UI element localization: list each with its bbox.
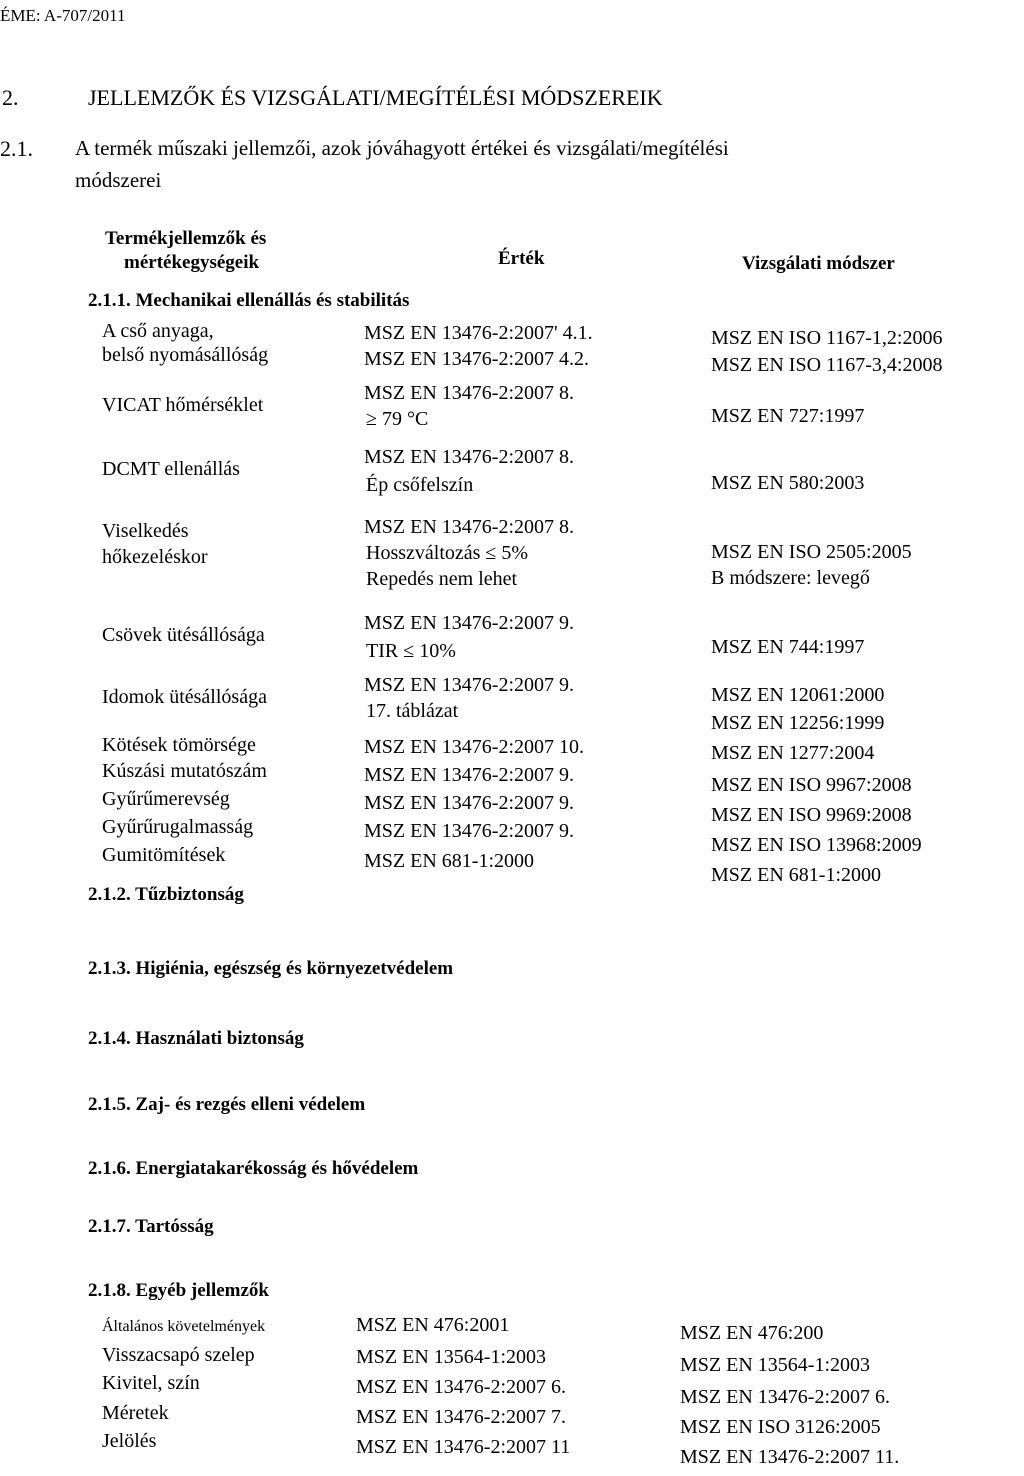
row-value-detail: TIR ≤ 10% bbox=[366, 640, 456, 662]
row-label: Gumitömítések bbox=[102, 844, 226, 866]
column-header-property: Termékjellemzők és bbox=[105, 228, 267, 249]
subsection-mechanical: 2.1.1. Mechanikai ellenállás és stabilitás bbox=[88, 290, 410, 311]
row-label: Kivitel, szín bbox=[102, 1372, 200, 1394]
row-label: Csövek ütésállósága bbox=[102, 624, 265, 646]
row-method: MSZ EN ISO 13968:2009 bbox=[711, 834, 922, 856]
row-method: MSZ EN 12061:2000 bbox=[711, 684, 885, 706]
row-value: MSZ EN 13476-2:2007 8. bbox=[364, 516, 574, 538]
row-value: MSZ EN 13476-2:2007 11 bbox=[356, 1436, 571, 1458]
row-method: MSZ EN 13476-2:2007 6. bbox=[680, 1386, 890, 1408]
row-label: VICAT hőmérséklet bbox=[102, 394, 264, 416]
row-value: MSZ EN 13476-2:2007 7. bbox=[356, 1406, 566, 1428]
subsection-title-line1: A termék műszaki jellemzői, azok jóváhagyott értékei és vizsgálati/megítélési bbox=[75, 136, 729, 160]
row-method-line2: B módszere: levegő bbox=[711, 567, 870, 589]
row-value: MSZ EN 476:2001 bbox=[356, 1314, 510, 1336]
row-value: MSZ EN 13564-1:2003 bbox=[356, 1346, 546, 1368]
row-label: DCMT ellenállás bbox=[102, 458, 240, 480]
row-method: MSZ EN 744:1997 bbox=[711, 636, 865, 658]
row-label: A cső anyaga, bbox=[102, 320, 214, 342]
row-method: MSZ EN ISO 2505:2005 bbox=[711, 541, 912, 563]
row-value: MSZ EN 13476-2:2007' 4.1. bbox=[364, 322, 593, 344]
row-value: MSZ EN 681-1:2000 bbox=[364, 850, 534, 872]
row-method: MSZ EN 13476-2:2007 11. bbox=[680, 1446, 900, 1468]
row-value-detail: Repedés nem lehet bbox=[366, 568, 518, 590]
subsection-usage-safety: 2.1.4. Használati biztonság bbox=[88, 1028, 304, 1049]
row-method: MSZ EN ISO 3126:2005 bbox=[680, 1416, 881, 1438]
subsection-noise: 2.1.5. Zaj- és rezgés elleni védelem bbox=[88, 1094, 366, 1115]
row-value: MSZ EN 13476-2:2007 9. bbox=[364, 820, 574, 842]
row-method: MSZ EN ISO 1167-3,4:2008 bbox=[711, 354, 943, 376]
row-method: MSZ EN ISO 9969:2008 bbox=[711, 804, 912, 826]
row-value: MSZ EN 13476-2:2007 4.2. bbox=[364, 348, 589, 370]
row-value-detail: 17. táblázat bbox=[366, 700, 459, 722]
row-label: Gyűrűrugalmasság bbox=[102, 816, 254, 838]
row-label: Viselkedés bbox=[102, 520, 189, 542]
subsection-energy: 2.1.6. Energiatakarékosság és hővédelem bbox=[88, 1158, 419, 1179]
column-header-method: Vizsgálati módszer bbox=[742, 253, 895, 274]
row-label: Gyűrűmerevség bbox=[102, 788, 230, 810]
row-method: MSZ EN 681-1:2000 bbox=[711, 864, 881, 886]
row-method: MSZ EN ISO 1167-1,2:2006 bbox=[711, 327, 943, 349]
row-label: Visszacsapó szelep bbox=[102, 1344, 255, 1366]
subsection-number: 2.1. bbox=[0, 136, 33, 161]
row-method-line2: MSZ EN 12256:1999 bbox=[711, 712, 885, 734]
row-value: MSZ EN 13476-2:2007 6. bbox=[356, 1376, 566, 1398]
row-value: MSZ EN 13476-2:2007 10. bbox=[364, 736, 584, 758]
row-value-detail: ≥ 79 °C bbox=[366, 408, 429, 430]
row-value: MSZ EN 13476-2:2007 8. bbox=[364, 446, 574, 468]
row-method: MSZ EN 476:200 bbox=[680, 1322, 824, 1344]
subsection-hygiene: 2.1.3. Higiénia, egészség és környezetvédelem bbox=[88, 958, 454, 979]
row-method: MSZ EN 580:2003 bbox=[711, 472, 865, 494]
row-value: MSZ EN 13476-2:2007 9. bbox=[364, 764, 574, 786]
row-value: MSZ EN 13476-2:2007 8. bbox=[364, 382, 574, 404]
row-label-line2: hőkezeléskor bbox=[102, 546, 208, 568]
subsection-durability: 2.1.7. Tartósság bbox=[88, 1216, 214, 1237]
subsection-other: 2.1.8. Egyéb jellemzők bbox=[88, 1280, 270, 1301]
row-value: MSZ EN 13476-2:2007 9. bbox=[364, 792, 574, 814]
row-method: MSZ EN ISO 9967:2008 bbox=[711, 774, 912, 796]
row-value-detail: Ép csőfelszín bbox=[366, 474, 474, 496]
row-method: MSZ EN 727:1997 bbox=[711, 405, 865, 427]
section-title: JELLEMZŐK ÉS VIZSGÁLATI/MEGÍTÉLÉSI MÓDSZEREIK bbox=[88, 85, 663, 110]
row-label: Általános követelmények bbox=[102, 1318, 266, 1335]
subsection-title-line2: módszerei bbox=[75, 168, 162, 192]
row-label: Jelölés bbox=[102, 1430, 157, 1452]
row-label: Idomok ütésállósága bbox=[102, 686, 267, 708]
row-label: Kúszási mutatószám bbox=[102, 760, 267, 782]
column-header-property-unit: mértékegységeik bbox=[124, 252, 260, 273]
subsection-fire-safety: 2.1.2. Tűzbiztonság bbox=[88, 884, 244, 905]
row-label: belső nyomásállóság bbox=[102, 344, 269, 366]
row-method: MSZ EN 13564-1:2003 bbox=[680, 1354, 870, 1376]
row-value-detail: Hosszváltozás ≤ 5% bbox=[366, 542, 529, 564]
section-number: 2. bbox=[2, 85, 19, 110]
document-code: ÉME: A-707/2011 bbox=[0, 6, 126, 25]
row-method: MSZ EN 1277:2004 bbox=[711, 742, 875, 764]
row-label: Méretek bbox=[102, 1402, 169, 1424]
row-value: MSZ EN 13476-2:2007 9. bbox=[364, 674, 574, 696]
row-value: MSZ EN 13476-2:2007 9. bbox=[364, 612, 574, 634]
row-label: Kötések tömörsége bbox=[102, 734, 256, 756]
column-header-value: Érték bbox=[498, 248, 545, 269]
